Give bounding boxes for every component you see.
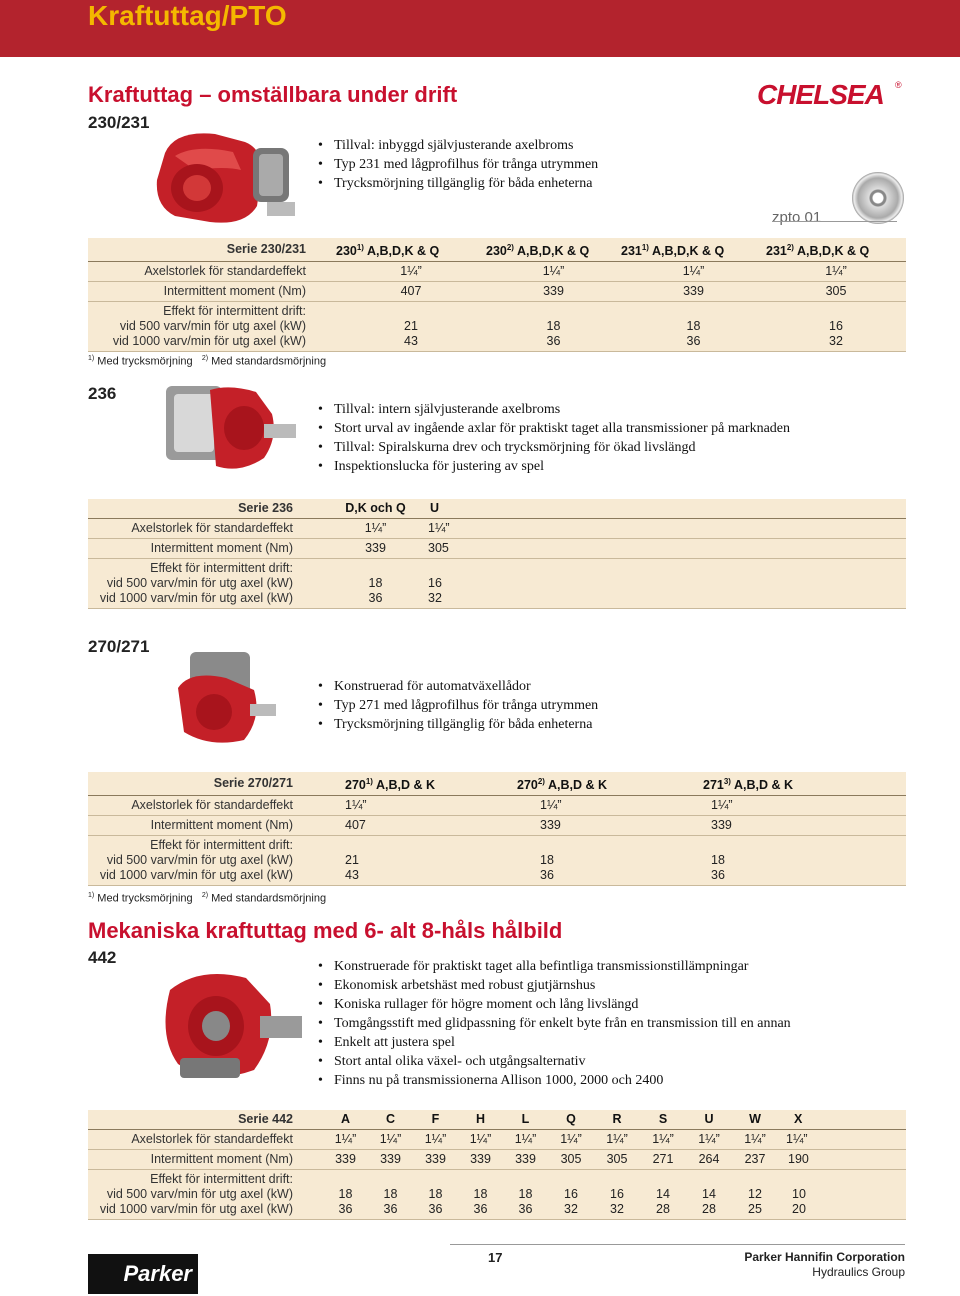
column-header: 231$^{2)}$ A,B,D,K & Q xyxy=(766,238,906,262)
page-number: 17 xyxy=(488,1250,503,1265)
table-row: Effekt för intermittent drift: vid 500 varv/min för utg axel (kW) vid 1000 varv/min för utg axel (kW) 21 43 18 36 18 36 xyxy=(88,836,906,886)
parker-logo: Parker xyxy=(88,1254,198,1294)
list-item: • Trycksmörjning tillgänglig för båda enheterna xyxy=(318,715,598,734)
column-header: 270$^{1)}$ A,B,D & K xyxy=(323,772,503,796)
footer-divider xyxy=(450,1244,905,1245)
zpto-divider xyxy=(772,221,897,222)
table-row: Intermittent moment (Nm) 407 339 339 xyxy=(88,816,906,836)
table-row: Axelstorlek för standardeffekt 1¼” 1¼” 1¼” 1¼” 1¼” 1¼” 1¼” 1¼” 1¼” 1¼” 1¼” xyxy=(88,1130,906,1150)
feature-list xyxy=(318,957,791,1090)
table-row: Intermittent moment (Nm) 339 305 xyxy=(88,539,906,559)
list-item: • Stort antal olika växel- och utgångsalternativ xyxy=(318,1052,791,1071)
pto-236-image xyxy=(160,378,300,478)
list-item: • Konstruerad för automatväxellådor xyxy=(318,677,598,696)
model-label: 442 xyxy=(88,948,117,967)
column-header: 230$^{1)}$ A,B,D,K & Q xyxy=(336,238,486,262)
section-title: Kraftuttag – omställbara under drift xyxy=(88,82,458,107)
spec-table: Serie 236 D,K och Q U Axelstorlek för standardeffekt 1¼” 1¼” Intermittent moment (Nm) 339 305 Effekt för intermittent drift: vid 500 varv/min för utg axel (kW) vid 1000 varv/min för utg axel (kW) 18 36 16 32 xyxy=(88,499,906,609)
feature-list xyxy=(318,400,790,476)
registered-mark: ® xyxy=(895,80,902,90)
cd-disc-icon xyxy=(852,172,904,224)
list-item: • Typ 231 med lågprofilhus för trånga utrymmen xyxy=(318,155,598,174)
table-row: Axelstorlek för standardeffekt 1¼” 1¼” 1¼” 1¼” xyxy=(88,262,906,282)
list-item: • Tomgångsstift med glidpassning för enkelt byte från en transmission till en annan xyxy=(318,1014,791,1033)
model-label: 236 xyxy=(88,384,117,403)
series-label: Serie 230/231 xyxy=(88,238,336,262)
section-title: Mekaniska kraftuttag med 6- alt 8-håls hålbild xyxy=(88,918,563,943)
model-label: 270/271 xyxy=(88,637,150,656)
list-item: • Enkelt att justera spel xyxy=(318,1033,791,1052)
spec-table: Serie 442 A C F H L Q R S U W X Axelstorlek för standardeffekt 1¼” 1¼” 1¼” 1¼” 1¼” 1¼” 1¼” 1¼” 1¼” 1¼” 1¼” Intermittent moment (Nm) 339 339 339 339 339 305 305 271 264 237 190 Effekt för intermittent drift: vid 500 varv/min för utg axel (kW) vid 1000 varv/min för utg axel (kW) 18 36 18 36 18 36 18 36 18 36 16 32 16 32 14 28 14 28 12 25 10 20 xyxy=(88,1110,906,1220)
column-header: 271$^{3)}$ A,B,D & K xyxy=(693,772,906,796)
company-group: Hydraulics Group xyxy=(812,1265,905,1279)
list-item: • Konstruerade för praktiskt taget alla befintliga transmissionstillämpningar xyxy=(318,957,791,976)
column-header: 270$^{2)}$ A,B,D & K xyxy=(503,772,693,796)
page-header-title: Kraftuttag/PTO xyxy=(88,0,287,31)
table-row: Effekt för intermittent drift: vid 500 varv/min för utg axel (kW) vid 1000 varv/min för utg axel (kW) 18 36 16 32 xyxy=(88,559,906,609)
zpto-code: zpto 01 xyxy=(772,209,822,226)
list-item: • Koniska rullager för högre moment och lång livslängd xyxy=(318,995,791,1014)
pto-270-image xyxy=(170,648,280,748)
footnote: $^{1)}$ Med trycksmörjning $^{2)}$ Med standardsmörjning xyxy=(88,355,327,368)
pto-442-image xyxy=(150,960,310,1090)
footnote: $^{1)}$ Med trycksmörjning $^{2)}$ Med standardsmörjning xyxy=(88,892,327,905)
table-row: Intermittent moment (Nm) 407 339 339 305 xyxy=(88,282,906,302)
spec-table: Serie 270/271 270$^{1)}$ A,B,D & K 270$^{2)}$ A,B,D & K 271$^{3)}$ A,B,D & K Axelstorlek för standardeffekt 1¼” 1¼” 1¼” Intermittent moment (Nm) 407 339 339 Effekt för intermittent drift: vid 500 varv/min för utg axel (kW) vid 1000 varv/min för utg axel (kW) 21 43 18 36 18 36 xyxy=(88,772,906,886)
model-label: 230/231 xyxy=(88,113,150,132)
column-header: 230$^{2)}$ A,B,D,K & Q xyxy=(486,238,621,262)
table-row: Effekt för intermittent drift: vid 500 varv/min för utg axel (kW) vid 1000 varv/min för utg axel (kW) 21 43 18 36 18 36 16 32 xyxy=(88,302,906,352)
list-item: • Trycksmörjning tillgänglig för båda enheterna xyxy=(318,174,598,193)
table-row: Effekt för intermittent drift: vid 500 varv/min för utg axel (kW) vid 1000 varv/min för utg axel (kW) 18 36 18 36 18 36 18 36 18 36 16 32 16 32 14 28 14 28 12 25 10 20 xyxy=(88,1170,906,1220)
column-header: 231$^{1)}$ A,B,D,K & Q xyxy=(621,238,766,262)
list-item: • Ekonomisk arbetshäst med robust gjutjärnshus xyxy=(318,976,791,995)
list-item: • Finns nu på transmissionerna Allison 1000, 2000 och 2400 xyxy=(318,1071,791,1090)
spec-table xyxy=(88,238,906,352)
table-row: Intermittent moment (Nm) 339 339 339 339 339 305 305 271 264 237 190 xyxy=(88,1150,906,1170)
list-item: • Typ 271 med lågprofilhus för trånga utrymmen xyxy=(318,696,598,715)
list-item: • Tillval: Spiralskurna drev och trycksmörjning för ökad livslängd xyxy=(318,438,790,457)
list-item: • Stort urval av ingående axlar för praktiskt taget alla transmissioner på marknaden xyxy=(318,419,790,438)
table-row: Axelstorlek för standardeffekt 1¼” 1¼” 1¼” xyxy=(88,796,906,816)
list-item: • Tillval: intern självjusterande axelbroms xyxy=(318,400,790,419)
feature-list xyxy=(318,677,598,734)
feature-list xyxy=(318,136,598,193)
page-header xyxy=(0,0,960,57)
list-item: • Tillval: inbyggd självjusterande axelbroms xyxy=(318,136,598,155)
list-item: • Inspektionslucka för justering av spel xyxy=(318,457,790,476)
chelsea-logo: CHELSEA xyxy=(757,79,884,110)
pto-230-image xyxy=(135,118,305,234)
company-name: Parker Hannifin Corporation xyxy=(744,1250,905,1264)
table-row: Axelstorlek för standardeffekt 1¼” 1¼” xyxy=(88,519,906,539)
